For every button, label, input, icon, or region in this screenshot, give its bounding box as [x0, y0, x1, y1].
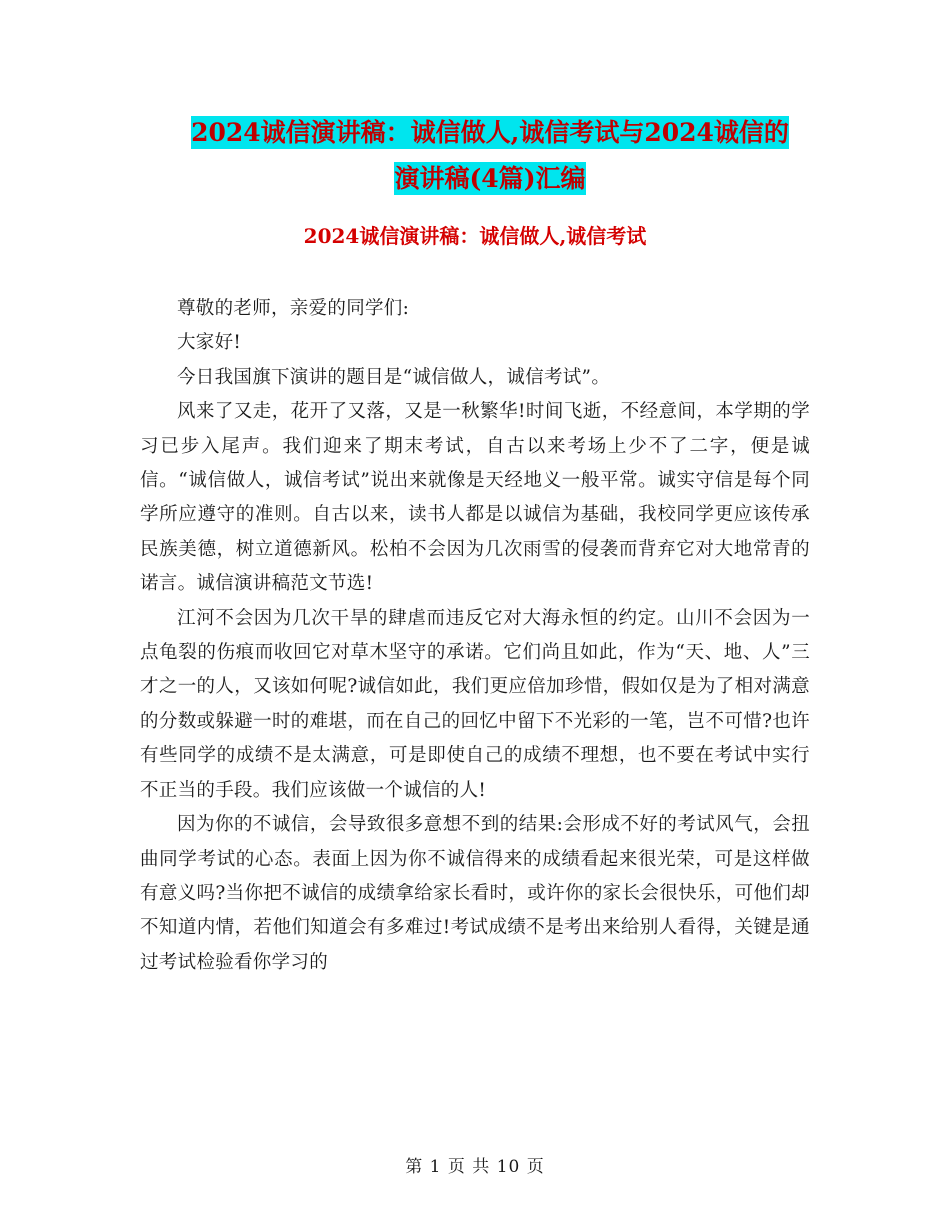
- paragraph: 尊敬的老师，亲爱的同学们:: [177, 298, 410, 319]
- page-footer: 第 1 页 共 10 页: [405, 1157, 545, 1177]
- title-line-2: 演讲稿(4篇)汇编: [394, 164, 586, 193]
- document-title: [140, 110, 840, 202]
- paragraph: 大家好!: [177, 332, 242, 354]
- paragraph: 江河不会因为几次干旱的肆虐而违反它对大海永恒的约定。山川不会因为一点龟裂的伤痕而收回它对草木坚守的承诺。它们尚且如此，作为“天、地、人”三才之一的人，又该如何呢?诚信如此，我们更应倍加珍惜，假如仅是为了相对满意的分数或躲避一时的难堪，而在自己的回忆中留下不光彩的一笔，岂不可惜?也许有些同学的成绩不是太满意，可是即使自己的成绩不理想，也不要在考试中实行不正当的手段。我们应该做一个诚信的人!: [140, 607, 810, 801]
- paragraph: 风来了又走，花开了又落，又是一秋繁华!时间飞逝，不经意间，本学期的学习已步入尾声。我们迎来了期末考试，自古以来考场上少不了二字，便是诚信。“诚信做人，诚信考试”说出来就像是天经地义一般平常。诚实守信是每个同学所应遵守的准则。自古以来，读书人都是以诚信为基础，我校同学更应该传承民族美德，树立道德新风。松柏不会因为几次雨雪的侵袭而背弃它对大地常青的诺言。诚信演讲稿范文节选!: [140, 401, 810, 595]
- paragraph: 今日我国旗下演讲的题目是“诚信做人，诚信考试”。: [177, 366, 611, 388]
- title-line-1: 2024诚信演讲稿：诚信做人,诚信考试与2024诚信的: [191, 118, 789, 147]
- section-title: 2024诚信演讲稿：诚信做人,诚信考试: [303, 224, 647, 248]
- body-text: [140, 292, 810, 980]
- paragraph: 因为你的不诚信，会导致很多意想不到的结果:会形成不好的考试风气，会扭曲同学考试的心态。表面上因为你不诚信得来的成绩看起来很光荣，可是这样做有意义吗?当你把不诚信的成绩拿给家长看时，或许你的家长会很快乐，可他们却不知道内情，若他们知道会有多难过!考试成绩不是考出来给别人看得，关键是通过考试检验看你学习的: [140, 814, 810, 973]
